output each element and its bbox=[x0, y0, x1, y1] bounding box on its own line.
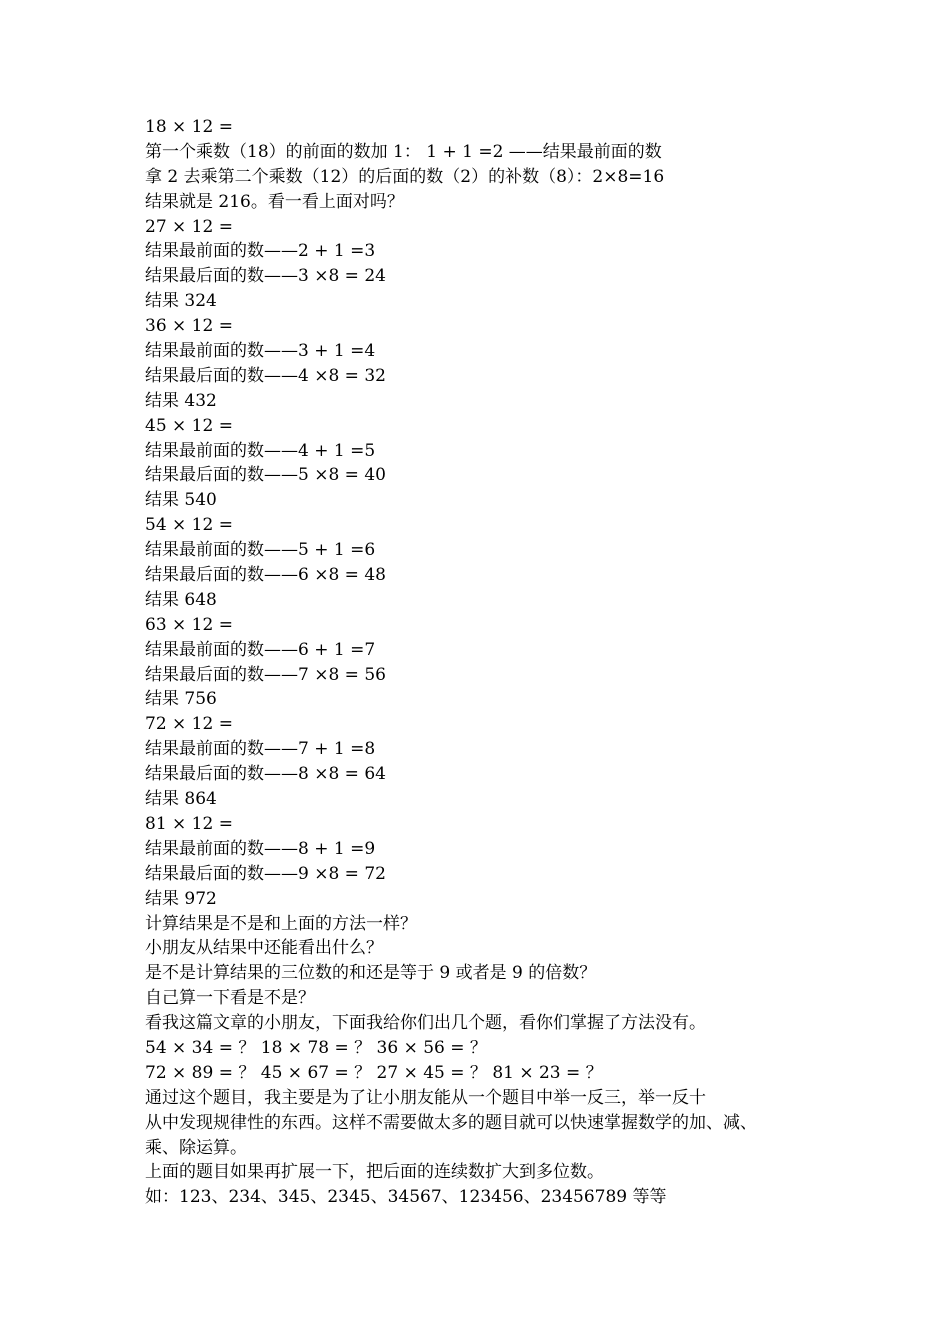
text-line: 自己算一下看是不是？ bbox=[145, 988, 315, 1009]
text-line: 72 × 12 = bbox=[145, 714, 233, 735]
text-line: 72 × 89 = ？ 45 × 67 = ？ 27 × 45 = ？ 81 × 23 = ？ bbox=[145, 1062, 603, 1083]
text-line: 结果最后面的数——6 ×8 = 48 bbox=[145, 565, 386, 586]
text-line: 结果最前面的数——5 + 1 =6 bbox=[145, 540, 376, 561]
text-line: 上面的题目如果再扩展一下，把后面的连续数扩大到多位数。 bbox=[145, 1162, 604, 1183]
text-line: 63 × 12 = bbox=[145, 614, 233, 635]
text-line: 结果 648 bbox=[145, 589, 217, 610]
text-line: 结果最后面的数——5 ×8 = 40 bbox=[145, 465, 386, 486]
text-line: 结果最后面的数——3 ×8 = 24 bbox=[145, 266, 386, 287]
text-line: 结果最前面的数——3 + 1 =4 bbox=[145, 341, 376, 362]
document-body bbox=[145, 115, 835, 1210]
text-line: 第一个乘数（18）的前面的数加 1： 1 + 1 =2 ——结果最前面的数 bbox=[145, 141, 662, 162]
text-line: 81 × 12 = bbox=[145, 813, 233, 834]
text-line: 如：123、234、345、2345、34567、123456、23456789 等等 bbox=[145, 1187, 667, 1208]
text-line: 结果 972 bbox=[145, 888, 217, 909]
text-line: 看我这篇文章的小朋友，下面我给你们出几个题，看你们掌握了方法没有。 bbox=[145, 1013, 706, 1034]
text-line: 45 × 12 = bbox=[145, 415, 233, 436]
text-line: 54 × 34 = ？ 18 × 78 = ？ 36 × 56 = ？ bbox=[145, 1037, 487, 1058]
text-line: 结果 432 bbox=[145, 390, 217, 411]
text-line: 结果最前面的数——4 + 1 =5 bbox=[145, 440, 376, 461]
text-line: 27 × 12 = bbox=[145, 216, 233, 237]
text-line: 结果 756 bbox=[145, 689, 217, 710]
text-line: 从中发现规律性的东西。这样不需要做太多的题目就可以快速掌握数学的加、减、 bbox=[145, 1112, 757, 1133]
text-line: 结果 864 bbox=[145, 789, 217, 810]
text-line: 结果最前面的数——7 + 1 =8 bbox=[145, 739, 376, 760]
text-line: 结果最后面的数——9 ×8 = 72 bbox=[145, 863, 386, 884]
text-line: 结果最后面的数——8 ×8 = 64 bbox=[145, 764, 386, 785]
text-line: 结果最前面的数——2 + 1 =3 bbox=[145, 241, 376, 262]
text-line: 18 × 12 = bbox=[145, 117, 233, 137]
text-line: 结果就是 216。看一看上面对吗？ bbox=[145, 191, 404, 212]
text-line: 36 × 12 = bbox=[145, 316, 233, 337]
text-line: 小朋友从结果中还能看出什么？ bbox=[145, 938, 383, 959]
text-line: 结果最前面的数——8 + 1 =9 bbox=[145, 838, 376, 859]
text-line: 结果 324 bbox=[145, 291, 217, 312]
text-line: 结果 540 bbox=[145, 490, 217, 511]
text-line: 54 × 12 = bbox=[145, 515, 233, 536]
text-line: 乘、除运算。 bbox=[145, 1137, 247, 1158]
text-line: 结果最后面的数——7 ×8 = 56 bbox=[145, 664, 386, 685]
text-line: 拿 2 去乘第二个乘数（12）的后面的数（2）的补数（8）：2×8=16 bbox=[145, 166, 665, 187]
text-line: 是不是计算结果的三位数的和还是等于 9 或者是 9 的倍数？ bbox=[145, 963, 597, 984]
text-line: 通过这个题目，我主要是为了让小朋友能从一个题目中举一反三，举一反十 bbox=[145, 1087, 706, 1108]
text-line: 计算结果是不是和上面的方法一样？ bbox=[145, 913, 417, 934]
text-line: 结果最后面的数——4 ×8 = 32 bbox=[145, 365, 386, 386]
text-line: 结果最前面的数——6 + 1 =7 bbox=[145, 639, 376, 660]
